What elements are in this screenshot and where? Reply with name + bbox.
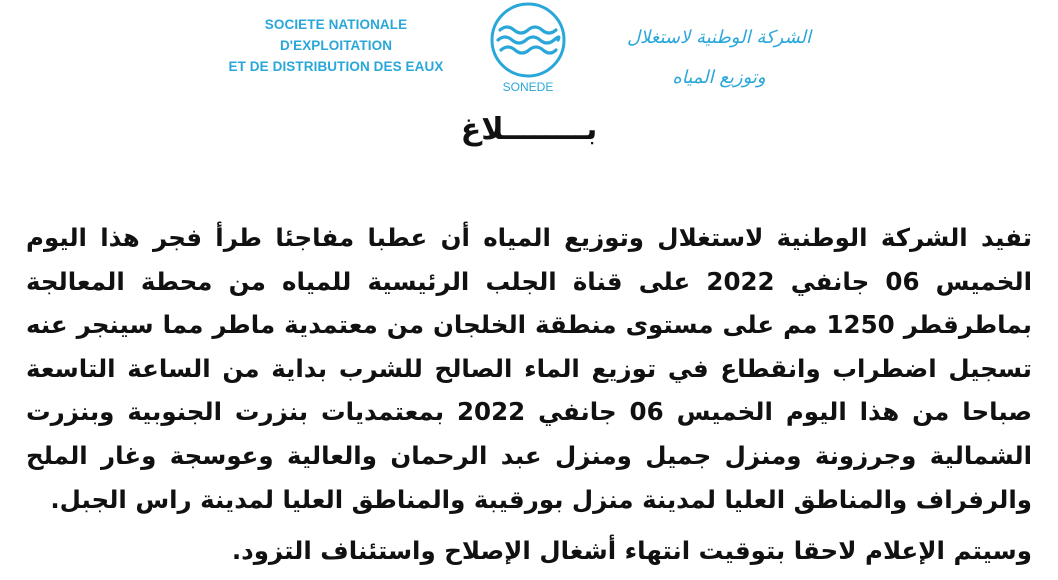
- announcement-paragraph-1: تفيد الشركة الوطنية لاستغلال وتوزيع المياه أن عطبا مفاجئا طرأ فجر هذا اليوم الخميس 06 جانفي 2022 على قناة الجلب الرئيسية للمياه من محطة المعالجة بماطرقطر 1250 مم على مستوى منطقة الخلجان من معتمدية ماطر مما سينجر عنه تسجيل اضطراب وانقطاع في توزيع الماء الصالح للشرب بداية من الساعة التاسعة صباحا من هذا اليوم الخميس 06 جانفي 2022 بمعتمديات بنزرت الجنوبية وبنزرت الشمالية وجرزونة ومنزل جميل ومنزل عبد الرحمان والعالية وعوسجة وغار الملح والرفراف والمناطق العليا لمدينة منزل بورقيبة والمناطق العليا لمدينة راس الجبل.: [26, 223, 1032, 514]
- company-name-arabic: الشركة الوطنية لاستغلال وتوزيع المياه: [626, 27, 812, 88]
- water-waves-icon: [478, 0, 578, 98]
- logo-text: SONEDE: [502, 80, 554, 94]
- company-name-french-line2: ET DE DISTRIBUTION DES EAUX: [228, 59, 444, 74]
- letterhead: [0, 0, 1058, 100]
- announcement-body: [26, 216, 1032, 573]
- announcement-paragraph-2: وسيتم الإعلام لاحقا بتوقيت انتهاء أشغال الإصلاح واستئناف التزود.: [231, 536, 1032, 566]
- announcement-title: بــــــــلاغ: [460, 112, 598, 147]
- company-name-french-line1: SOCIETE NATIONALE D'EXPLOITATION: [264, 17, 408, 53]
- sonede-logo: [478, 0, 578, 98]
- company-name-french: [222, 14, 450, 77]
